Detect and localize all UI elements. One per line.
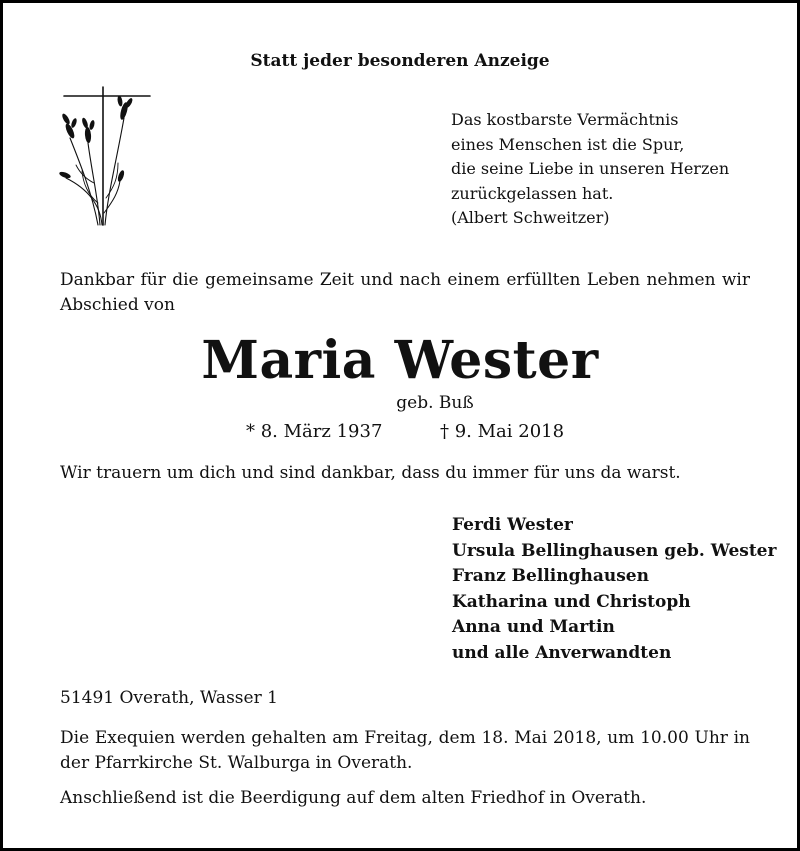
quote-line: die seine Liebe in unseren Herzen [451, 159, 730, 178]
mourners-list [452, 513, 776, 666]
quote-author: (Albert Schweitzer) [451, 208, 610, 227]
deceased-name: Maria Wester [201, 330, 599, 391]
mourner-name: Ferdi Wester [452, 515, 573, 535]
service-details: Die Exequien werden gehalten am Freitag, dem 18. Mai 2018, um 10.00 Uhr in der Pfarrkirche St. Walburga in Overath. [60, 728, 750, 773]
mourner-name: Ursula Bellinghausen geb. Wester [452, 540, 777, 561]
mourner-name: Anna und Martin [452, 617, 615, 637]
maiden-name: geb. Buß [396, 393, 474, 413]
mourner-name: Franz Bellinghausen [452, 566, 649, 586]
quote-line: eines Menschen ist die Spur, [451, 134, 685, 154]
mourner-name: und alle Anverwandten [452, 642, 672, 663]
mourner-name: Katharina und Christoph [452, 591, 691, 612]
death-date: † 9. Mai 2018 [440, 421, 565, 442]
birth-date: * 8. März 1937 [246, 421, 383, 442]
headline: Statt jeder besonderen Anzeige [250, 51, 550, 71]
cross-with-wheat-icon [58, 83, 158, 228]
quote-line: Das kostbarste Vermächtnis [451, 110, 679, 129]
intro-text: Dankbar für die gemeinsame Zeit und nach einem erfüllten Leben nehmen wir Abschied von [60, 270, 750, 315]
quote [451, 108, 729, 206]
mourning-sentence: Wir trauern um dich und sind dankbar, dass du immer für uns da warst. [60, 463, 681, 483]
quote-line: zurückgelassen hat. [451, 183, 614, 203]
burial-details: Anschließend ist die Beerdigung auf dem alten Friedhof in Overath. [60, 788, 647, 808]
address: 51491 Overath, Wasser 1 [60, 688, 278, 708]
